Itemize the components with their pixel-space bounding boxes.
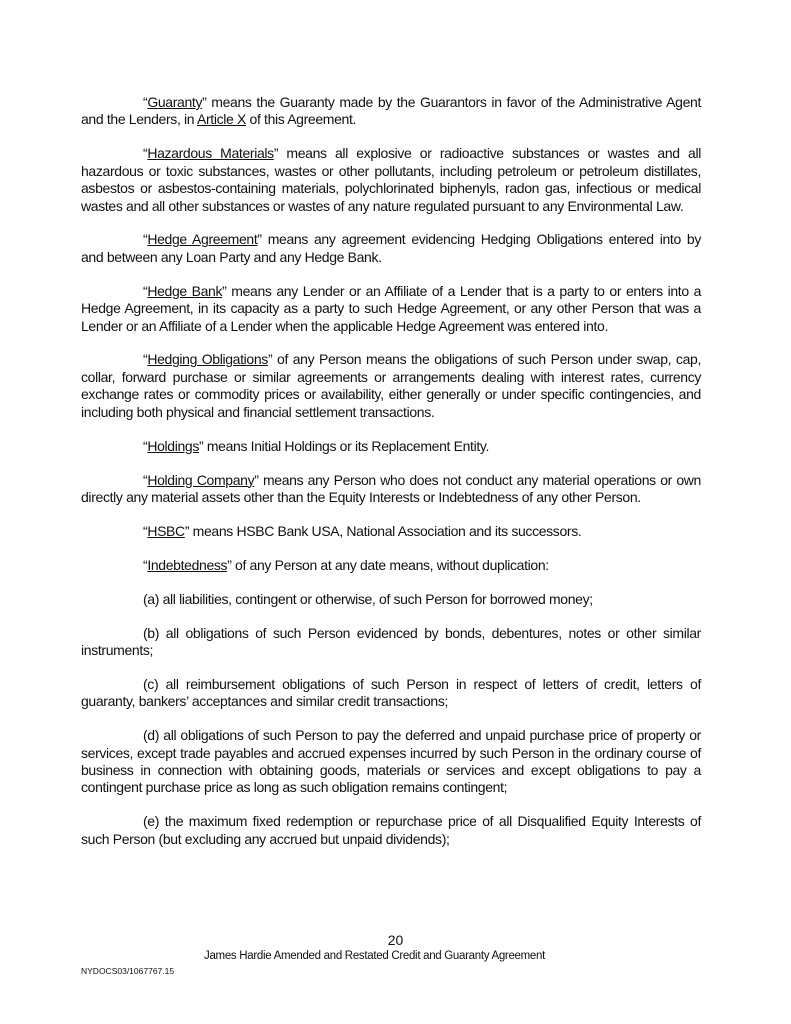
definition-holding-company: “Holding Company” means any Person who does not conduct any material operations or own directly any material assets other than the Equity Interests or Indebtedness of any other Person. [81,471,701,505]
definition-hazardous-materials: “Hazardous Materials” means all explosive or radioactive substances or wastes and all hazardous or toxic substances, wastes or other pollutants, including petroleum or petroleum distillates, asbestos or asbestos-containing materials, polychlorinated biphenyls, radon gas, infectious or medical wastes and all other substances or wastes of any nature regulated pursuant to any Environmental Law. [81,145,701,214]
definition-hedging-obligations: “Hedging Obligations” of any Person means the obligations of such Person under swap, cap, collar, forward purchase or similar agreements or arrangements dealing with interest rates, currency exchange rates or commodity prices or availability, either generally or under specific contingencies, and including both physical and financial settlement transactions. [81,351,701,420]
defined-term: Holding Company [147,471,255,488]
definition-indebtedness: “Indebtedness” of any Person at any date means, without duplication: [143,556,549,573]
footer-title: James Hardie Amended and Restated Credit and Guaranty Agreement [204,950,546,962]
document-page [81,94,701,865]
clause-a: (a) all liabilities, contingent or otherwise, of such Person for borrowed money; [143,590,593,607]
article-reference: Article X [197,111,246,128]
definition-hsbc: “HSBC” means HSBC Bank USA, National Association and its successors. [143,522,582,539]
definition-guaranty: “Guaranty” means the Guaranty made by the Guarantors in favor of the Administrative Agent and the Lenders, in Article X of this Agreement. [81,94,701,128]
defined-term: Holdings [147,437,199,454]
definition-holdings: “Holdings” means Initial Holdings or its Replacement Entity. [143,437,490,454]
definition-hedge-agreement: “Hedge Agreement” means any agreement evidencing Hedging Obligations entered into by and between any Loan Party and any Hedge Bank. [81,231,701,265]
document-id: NYDOCS03/1067767.15 [81,966,175,976]
clause-e: (e) the maximum fixed redemption or repurchase price of all Disqualified Equity Interests of such Person (but excluding any accrued but unpaid dividends); [81,813,701,847]
page-number: 20 [387,932,404,948]
defined-term: Hedge Agreement [147,231,258,248]
clause-d: (d) all obligations of such Person to pay the deferred and unpaid purchase price of property or services, except trade payables and accrued expenses incurred by such Person in the ordinary course of business in connection with obtaining goods, materials or services and except obligations to pay a contingent purchase price as long as such obligation remains contingent; [81,727,701,796]
defined-term: Hazardous Materials [147,145,274,162]
clause-b: (b) all obligations of such Person evidenced by bonds, debentures, notes or other similar instruments; [81,624,701,658]
definition-hedge-bank: “Hedge Bank” means any Lender or an Affiliate of a Lender that is a party to or enters into a Hedge Agreement, in its capacity as a party to such Hedge Agreement, or any other Person that was a Lender or an Affiliate of a Lender when the applicable Hedge Agreement was entered into. [81,282,702,334]
defined-term: Guaranty [147,94,203,110]
defined-term: HSBC [147,522,185,539]
defined-term: Hedging Obligations [147,351,268,368]
defined-term: Indebtedness [147,556,228,573]
defined-term: Hedge Bank [147,282,223,299]
clause-c: (c) all reimbursement obligations of such Person in respect of letters of credit, letters of guaranty, bankers’ acceptances and similar credit transactions; [81,675,701,710]
